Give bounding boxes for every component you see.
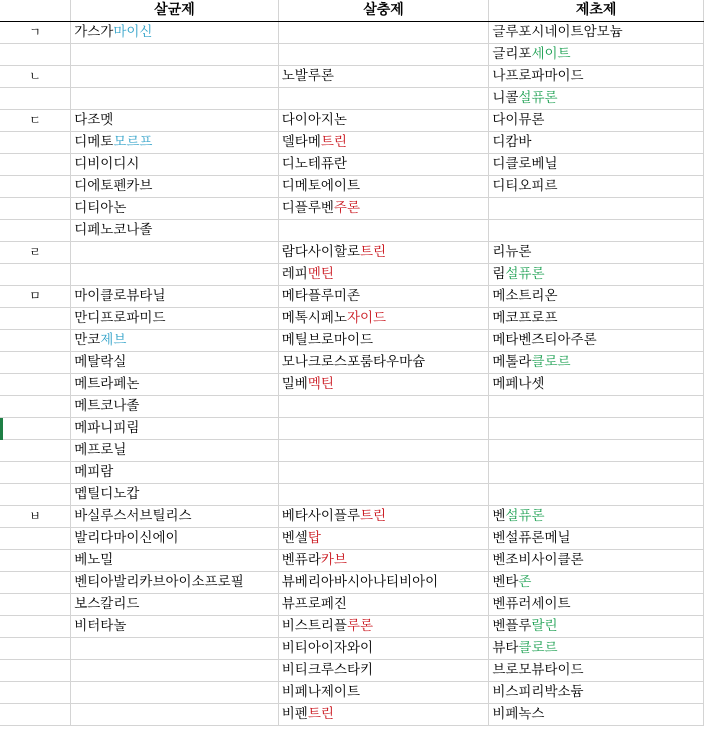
group-label-cell[interactable] (0, 484, 71, 506)
chemical-name: 만코 (74, 332, 101, 348)
herbicide-cell[interactable] (489, 154, 704, 176)
fungicide-cell[interactable] (71, 704, 279, 726)
chemical-name: 뷰타 (492, 640, 519, 656)
chemical-name: 벤설퓨론메닐 (492, 530, 571, 546)
chemical-name: 메타플루미존 (281, 288, 360, 304)
group-label-cell[interactable] (0, 220, 71, 242)
chemical-name: 비펜 (281, 706, 308, 722)
fungicide-cell[interactable] (71, 330, 279, 352)
chemical-name: 디메토에이트 (281, 178, 360, 194)
chemical-name: 밀베 (281, 376, 308, 392)
herbicide-cell[interactable] (489, 704, 704, 726)
table-row (0, 660, 704, 682)
herbicide-cell[interactable] (489, 220, 704, 242)
group-label-cell[interactable] (0, 308, 71, 330)
table-row (0, 44, 704, 66)
table-row (0, 154, 704, 176)
fungicide-cell[interactable] (71, 484, 279, 506)
fungicide-cell[interactable] (71, 528, 279, 550)
fungicide-cell[interactable] (71, 66, 279, 88)
herbicide-cell[interactable] (489, 440, 704, 462)
insecticide-cell[interactable] (278, 242, 489, 264)
table-row (0, 506, 704, 528)
group-label-cell[interactable] (0, 374, 71, 396)
chemical-name-suffix: 멘틴 (307, 266, 334, 282)
chemical-name: 람다사이할로 (281, 244, 360, 260)
insecticide-cell[interactable] (278, 682, 489, 704)
fungicide-cell[interactable] (71, 44, 279, 66)
chemical-name: 글루포시네이트암모늄 (492, 24, 623, 40)
chemical-name: 니콜 (492, 90, 519, 106)
chemical-name-suffix: 자이드 (346, 310, 387, 326)
table-row (0, 550, 704, 572)
group-label-cell[interactable]: ㅂ (0, 506, 71, 528)
header-cell-group[interactable] (0, 0, 71, 22)
group-label-cell[interactable] (0, 352, 71, 374)
table-row (0, 264, 704, 286)
table-row (0, 682, 704, 704)
chemical-name: 림 (492, 266, 506, 282)
herbicide-cell[interactable] (489, 550, 704, 572)
header-cell-herbicide[interactable]: 제초제 (489, 0, 704, 22)
chemical-name: 노발루론 (281, 68, 334, 84)
chemical-name: 비스피리박소듐 (492, 684, 584, 700)
chemical-name: 디클로베닐 (492, 156, 558, 172)
insecticide-cell[interactable] (278, 88, 489, 110)
chemical-name: 마이클로뷰타닐 (74, 288, 166, 304)
chemical-name-suffix: 마이신 (113, 24, 153, 40)
insecticide-cell[interactable] (278, 352, 489, 374)
chemical-name-suffix: 제브 (100, 332, 127, 348)
table-row (0, 352, 704, 374)
chemical-name: 디티오피르 (492, 178, 558, 194)
herbicide-cell[interactable] (489, 264, 704, 286)
chemical-name: 디비이디시 (74, 156, 140, 172)
chemical-name: 브로모뷰타이드 (492, 662, 584, 678)
group-label-cell[interactable] (0, 638, 71, 660)
chemical-name: 나프로파마이드 (492, 68, 584, 84)
insecticide-cell[interactable] (278, 374, 489, 396)
group-label-cell[interactable] (0, 418, 71, 440)
chemical-name: 메트라페논 (74, 376, 140, 392)
group-label-cell[interactable]: ㄹ (0, 242, 71, 264)
group-label-cell[interactable] (0, 550, 71, 572)
chemical-name: 벤퓨러세이트 (492, 596, 571, 612)
group-label-cell[interactable] (0, 396, 71, 418)
table-row (0, 616, 704, 638)
table-row (0, 374, 704, 396)
insecticide-cell[interactable] (278, 308, 489, 330)
fungicide-cell[interactable] (71, 352, 279, 374)
fungicide-cell[interactable] (71, 616, 279, 638)
herbicide-cell[interactable] (489, 44, 704, 66)
chemical-name: 메파니피림 (74, 420, 140, 436)
chemical-name: 글리포 (492, 46, 532, 62)
insecticide-cell[interactable] (278, 528, 489, 550)
table-row (0, 638, 704, 660)
chemical-name-suffix: 주론 (333, 200, 360, 216)
chemical-name-suffix: 세이트 (531, 46, 571, 62)
chemical-name: 디노테퓨란 (281, 156, 347, 172)
herbicide-cell[interactable] (489, 88, 704, 110)
fungicide-cell[interactable] (71, 286, 279, 308)
group-label-cell[interactable] (0, 462, 71, 484)
chemical-name: 메프로닐 (74, 442, 127, 458)
chemical-name-suffix: 설퓨론 (518, 90, 558, 106)
herbicide-cell[interactable] (489, 396, 704, 418)
fungicide-cell[interactable] (71, 308, 279, 330)
herbicide-cell[interactable] (489, 374, 704, 396)
chemical-name: 다조멧 (74, 112, 114, 128)
insecticide-cell[interactable] (278, 132, 489, 154)
chemical-name-suffix: 루론 (346, 618, 374, 634)
fungicide-cell[interactable] (71, 506, 279, 528)
insecticide-cell[interactable] (278, 440, 489, 462)
group-label-cell[interactable] (0, 440, 71, 462)
chemical-name: 메소트리온 (492, 288, 558, 304)
fungicide-cell[interactable] (71, 396, 279, 418)
insecticide-cell[interactable] (278, 506, 489, 528)
chemical-name: 델타메 (281, 134, 321, 150)
group-label-cell[interactable] (0, 264, 71, 286)
chemical-name-suffix: 클로르 (531, 354, 571, 370)
herbicide-cell[interactable] (489, 198, 704, 220)
chemical-name-suffix: 카브 (320, 552, 347, 568)
chemical-name-suffix: 트린 (359, 508, 387, 524)
chemical-name-suffix: 트린 (359, 244, 387, 260)
chemical-name: 비스트리플 (281, 618, 347, 634)
herbicide-cell[interactable] (489, 418, 704, 440)
table-row (0, 704, 704, 726)
insecticide-cell[interactable] (278, 66, 489, 88)
fungicide-cell[interactable] (71, 440, 279, 462)
fungicide-cell[interactable] (71, 374, 279, 396)
chemical-name: 만디프로파미드 (74, 310, 166, 326)
insecticide-cell[interactable] (278, 660, 489, 682)
insecticide-cell[interactable] (278, 638, 489, 660)
herbicide-cell[interactable] (489, 638, 704, 660)
table-row (0, 484, 704, 506)
fungicide-cell[interactable] (71, 594, 279, 616)
header-cell-insecticide[interactable]: 살충제 (278, 0, 489, 22)
chemical-name: 비티아이자와이 (281, 640, 374, 656)
header-row (0, 0, 704, 22)
herbicide-cell[interactable] (489, 506, 704, 528)
group-label-cell[interactable] (0, 594, 71, 616)
insecticide-cell[interactable] (278, 418, 489, 440)
herbicide-cell[interactable] (489, 572, 704, 594)
active-row-marker (0, 418, 3, 440)
herbicide-cell[interactable] (489, 66, 704, 88)
table-row (0, 330, 704, 352)
herbicide-cell[interactable] (489, 286, 704, 308)
table-row (0, 528, 704, 550)
herbicide-cell[interactable] (489, 176, 704, 198)
chemical-name-suffix: 설퓨론 (505, 508, 545, 524)
insecticide-cell[interactable] (278, 220, 489, 242)
fungicide-cell[interactable] (71, 110, 279, 132)
table-row (0, 396, 704, 418)
fungicide-cell[interactable] (71, 220, 279, 242)
chemical-name: 멥틸디노캅 (74, 486, 140, 502)
table-row (0, 198, 704, 220)
chemical-name: 벤티아발리카브아이소프로필 (74, 574, 244, 590)
group-label-cell[interactable]: ㄱ (0, 22, 71, 44)
herbicide-cell[interactable] (489, 528, 704, 550)
chemical-name-suffix: 모르프 (113, 134, 153, 150)
chemical-name: 비터타놀 (74, 618, 127, 634)
insecticide-cell[interactable] (278, 396, 489, 418)
table-row (0, 572, 704, 594)
fungicide-cell[interactable] (71, 22, 279, 44)
chemical-name: 바실루스서브틸리스 (74, 508, 192, 524)
table-row (0, 440, 704, 462)
chemical-name: 리뉴론 (492, 244, 532, 260)
table-row (0, 22, 704, 44)
chemical-name-suffix: 랄린 (531, 618, 558, 634)
group-label-cell[interactable]: ㅁ (0, 286, 71, 308)
group-label-cell[interactable] (0, 132, 71, 154)
fungicide-cell[interactable] (71, 264, 279, 286)
chemical-name-suffix: 클로르 (518, 640, 558, 656)
table-row (0, 88, 704, 110)
insecticide-cell[interactable] (278, 286, 489, 308)
group-label-cell[interactable] (0, 154, 71, 176)
group-label-cell[interactable] (0, 88, 71, 110)
chemical-name: 디티아논 (74, 200, 127, 216)
insecticide-cell[interactable] (278, 176, 489, 198)
insecticide-cell[interactable] (278, 110, 489, 132)
group-label-cell[interactable] (0, 330, 71, 352)
herbicide-cell[interactable] (489, 484, 704, 506)
chemical-name-suffix: 트린 (307, 706, 334, 722)
table-row (0, 220, 704, 242)
insecticide-cell[interactable] (278, 330, 489, 352)
chemical-name: 디메토 (74, 134, 114, 150)
table-row (0, 462, 704, 484)
chemical-name: 발리다마이신에이 (74, 530, 179, 546)
chemical-name: 메톡시페노 (281, 310, 347, 326)
chemical-name: 베타사이플루 (281, 508, 360, 524)
herbicide-cell[interactable] (489, 242, 704, 264)
insecticide-cell[interactable] (278, 22, 489, 44)
chemical-name: 메틸브로마이드 (281, 332, 374, 348)
table-row (0, 286, 704, 308)
group-label-cell[interactable] (0, 528, 71, 550)
fungicide-cell[interactable] (71, 198, 279, 220)
group-label-cell[interactable] (0, 44, 71, 66)
herbicide-cell[interactable] (489, 594, 704, 616)
chemical-name-suffix: 탑 (307, 530, 321, 546)
table-row (0, 242, 704, 264)
chemical-name: 벤플루 (492, 618, 532, 634)
herbicide-cell[interactable] (489, 22, 704, 44)
herbicide-cell[interactable] (489, 616, 704, 638)
chemical-name: 비티크루스타키 (281, 662, 374, 678)
chemical-name: 다이아지논 (281, 112, 347, 128)
chemical-name: 디플루벤 (281, 200, 334, 216)
chemical-name: 다이뮤론 (492, 112, 545, 128)
herbicide-cell[interactable] (489, 660, 704, 682)
chemical-name: 벤셀 (281, 530, 308, 546)
chemical-name: 가스가 (74, 24, 114, 40)
table-row (0, 132, 704, 154)
insecticide-cell[interactable] (278, 550, 489, 572)
chemical-name: 디페노코나졸 (74, 222, 153, 238)
group-label-cell[interactable] (0, 616, 71, 638)
chemical-name: 모나크로스포룸타우마슘 (281, 354, 426, 370)
table-row (0, 308, 704, 330)
fungicide-cell[interactable] (71, 572, 279, 594)
chemical-name: 레피 (281, 266, 308, 282)
group-label-cell[interactable] (0, 572, 71, 594)
chemical-name: 메코프로프 (492, 310, 558, 326)
table-row (0, 176, 704, 198)
insecticide-cell[interactable] (278, 616, 489, 638)
herbicide-cell[interactable] (489, 308, 704, 330)
insecticide-cell[interactable] (278, 484, 489, 506)
fungicide-cell[interactable] (71, 154, 279, 176)
fungicide-cell[interactable] (71, 462, 279, 484)
fungicide-cell[interactable] (71, 176, 279, 198)
chemical-name: 메피람 (74, 464, 114, 480)
chemical-name: 메페나셋 (492, 376, 545, 392)
insecticide-cell[interactable] (278, 154, 489, 176)
fungicide-cell[interactable] (71, 682, 279, 704)
insecticide-cell[interactable] (278, 704, 489, 726)
chemical-name: 뷰베리아바시아나티비아이 (281, 574, 439, 590)
chemical-name: 베노밀 (74, 552, 114, 568)
group-label-cell[interactable]: ㄷ (0, 110, 71, 132)
group-label-cell[interactable] (0, 682, 71, 704)
chemical-name-suffix: 멕틴 (307, 376, 334, 392)
herbicide-cell[interactable] (489, 352, 704, 374)
chemical-name: 비페나제이트 (281, 684, 360, 700)
chemical-name: 벤조비사이클론 (492, 552, 584, 568)
chemical-name: 디캄바 (492, 134, 532, 150)
herbicide-cell[interactable] (489, 330, 704, 352)
header-cell-fungicide[interactable]: 살균제 (71, 0, 279, 22)
fungicide-cell[interactable] (71, 550, 279, 572)
chemical-name-suffix: 존 (518, 574, 532, 590)
insecticide-cell[interactable] (278, 572, 489, 594)
table-row (0, 418, 704, 440)
chemical-name: 벤 (492, 508, 506, 524)
chemical-name: 메톨라 (492, 354, 532, 370)
group-label-cell[interactable] (0, 198, 71, 220)
fungicide-cell[interactable] (71, 638, 279, 660)
chemical-name: 메트코나졸 (74, 398, 140, 414)
insecticide-cell[interactable] (278, 462, 489, 484)
table-row (0, 66, 704, 88)
insecticide-cell[interactable] (278, 44, 489, 66)
chemical-name: 뷰프로페진 (281, 596, 347, 612)
table-row (0, 594, 704, 616)
herbicide-cell[interactable] (489, 682, 704, 704)
insecticide-cell[interactable] (278, 198, 489, 220)
group-label-cell[interactable] (0, 176, 71, 198)
insecticide-cell[interactable] (278, 594, 489, 616)
group-label-cell[interactable] (0, 704, 71, 726)
insecticide-cell[interactable] (278, 264, 489, 286)
herbicide-cell[interactable] (489, 132, 704, 154)
group-label-cell[interactable] (0, 660, 71, 682)
fungicide-cell[interactable] (71, 242, 279, 264)
chemical-name: 벤퓨라 (281, 552, 321, 568)
chemical-name: 벤타 (492, 574, 519, 590)
group-label-cell[interactable]: ㄴ (0, 66, 71, 88)
chemical-name: 보스칼리드 (74, 596, 140, 612)
fungicide-cell[interactable] (71, 132, 279, 154)
fungicide-cell[interactable] (71, 418, 279, 440)
chemical-name: 메탈락실 (74, 354, 127, 370)
chemical-name: 메타벤즈티아주론 (492, 332, 597, 348)
herbicide-cell[interactable] (489, 462, 704, 484)
chemical-name: 디에토펜카브 (74, 178, 153, 194)
herbicide-cell[interactable] (489, 110, 704, 132)
fungicide-cell[interactable] (71, 660, 279, 682)
table-row (0, 110, 704, 132)
chemical-name-suffix: 트린 (320, 134, 347, 150)
fungicide-cell[interactable] (71, 88, 279, 110)
chemical-name-suffix: 설퓨론 (505, 266, 545, 282)
chemical-name: 비페녹스 (492, 706, 545, 722)
